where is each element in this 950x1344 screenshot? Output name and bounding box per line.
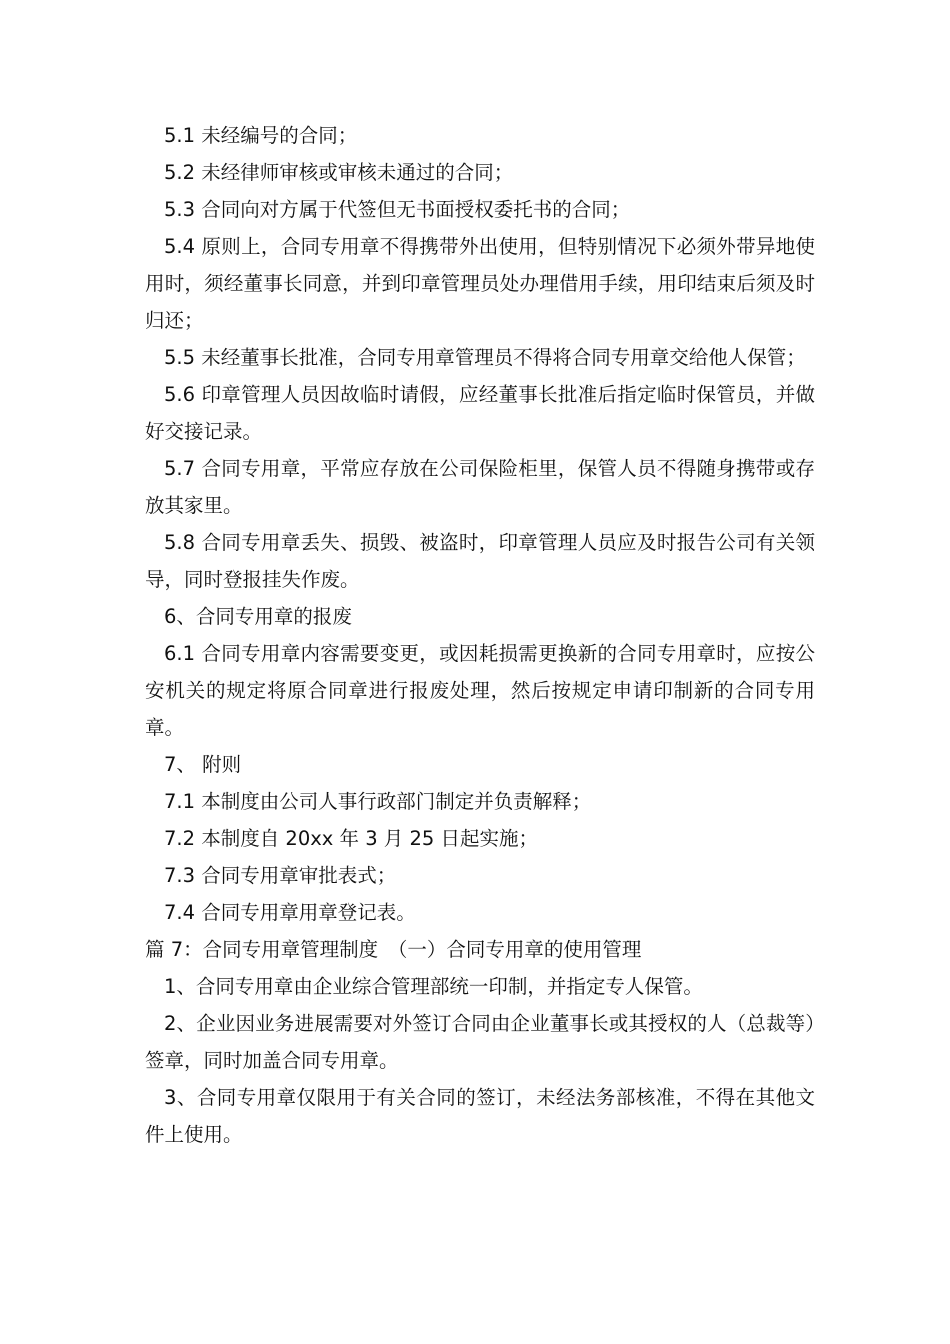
chapter-7-title: 篇 7：合同专用章管理制度 （一）合同专用章的使用管理: [145, 938, 642, 961]
section-6-heading: 6、合同专用章的报废: [164, 605, 352, 628]
item-2: 2、企业因业务进展需要对外签订合同由企业董事长或其授权的人（总裁等）签章，同时加盖合同专用章。: [145, 1012, 815, 1072]
clause-5-2: 5.2 未经律师审核或审核未通过的合同；: [164, 161, 514, 184]
clause-5-6: 5.6 印章管理人员因故临时请假，应经董事长批准后指定临时保管员，并做好交接记录。: [145, 383, 815, 443]
clause-7-2: 7.2 本制度自 20xx 年 3 月 25 日起实施；: [164, 827, 539, 850]
clause-5-1: 5.1 未经编号的合同；: [164, 124, 358, 147]
section-7-heading: 7、 附则: [164, 753, 242, 776]
item-3: 3、合同专用章仅限用于有关合同的签订，未经法务部核准，不得在其他文件上使用。: [145, 1086, 815, 1146]
clause-7-3: 7.3 合同专用章审批表式；: [164, 864, 397, 887]
item-1: 1、合同专用章由企业综合管理部统一印制，并指定专人保管。: [164, 975, 703, 998]
clause-5-7: 5.7 合同专用章，平常应存放在公司保险柜里，保管人员不得随身携带或存放其家里。: [145, 457, 815, 517]
clause-7-4: 7.4 合同专用章用章登记表。: [164, 901, 416, 924]
document-body: [145, 117, 815, 1153]
clause-5-3: 5.3 合同向对方属于代签但无书面授权委托书的合同；: [164, 198, 631, 221]
clause-6-1: 6.1 合同专用章内容需要变更，或因耗损需更换新的合同专用章时，应按公安机关的规定将原合同章进行报废处理，然后按规定申请印制新的合同专用章。: [145, 642, 815, 739]
clause-7-1: 7.1 本制度由公司人事行政部门制定并负责解释；: [164, 790, 592, 813]
clause-5-5: 5.5 未经董事长批准，合同专用章管理员不得将合同专用章交给他人保管；: [164, 346, 806, 369]
clause-5-8: 5.8 合同专用章丢失、损毁、被盗时，印章管理人员应及时报告公司有关领导，同时登报挂失作废。: [145, 531, 815, 591]
clause-5-4: 5.4 原则上，合同专用章不得携带外出使用，但特别情况下必须外带异地使用时，须经董事长同意，并到印章管理员处办理借用手续，用印结束后须及时归还；: [145, 235, 815, 332]
